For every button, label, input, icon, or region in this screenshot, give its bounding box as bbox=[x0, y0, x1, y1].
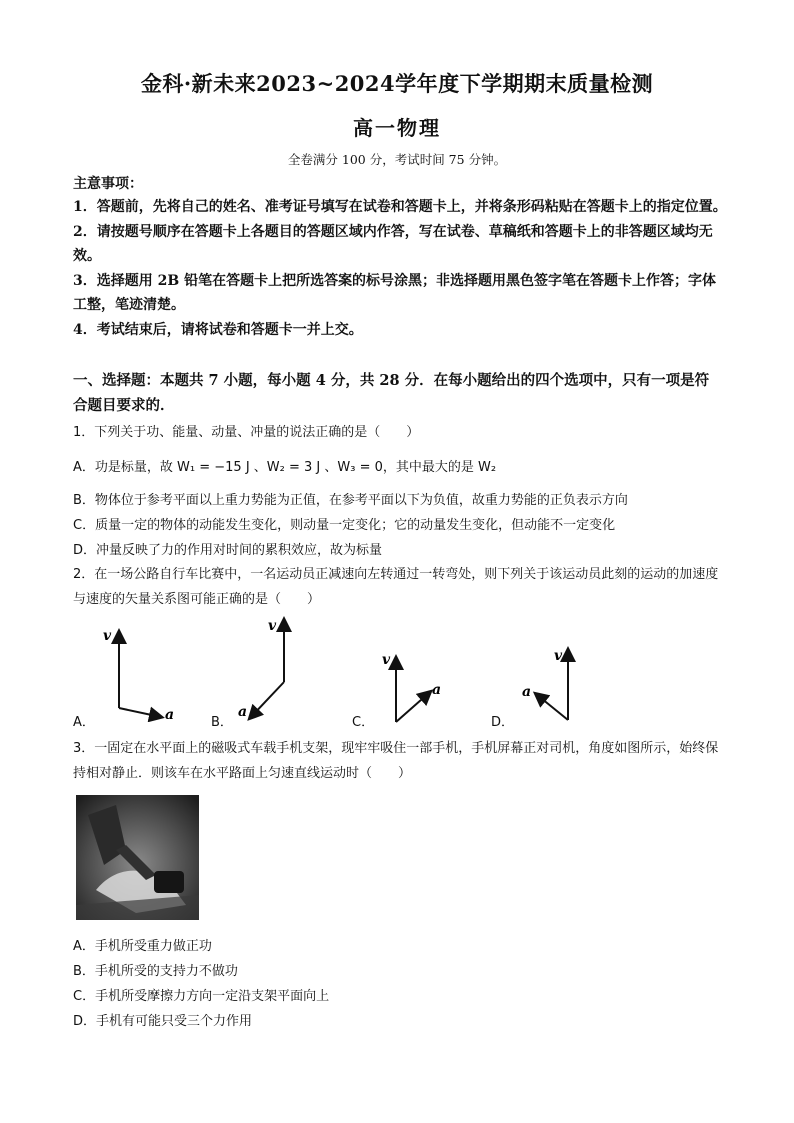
diagram-d-label: D． bbox=[491, 715, 515, 730]
holder-clamp-shape bbox=[154, 871, 184, 893]
v-label: v bbox=[554, 648, 563, 664]
note-item: 2．请按题号顺序在答题卡上各题目的答题区域内作答，写在试卷、草稿纸和答题卡上的非答题区域均无效。 bbox=[73, 223, 713, 264]
acceleration-arrow bbox=[250, 682, 284, 718]
acceleration-arrow bbox=[396, 692, 430, 722]
question-1-option-d: D．冲量反映了力的作用对时间的累积效应，故为标量 bbox=[73, 543, 383, 558]
diagram-d bbox=[510, 640, 590, 728]
notes-title: 主意事项： bbox=[73, 176, 143, 192]
note-item: 3．选择题用 2B 铅笔在答题卡上把所选答案的标号涂黑；非选择题用黑色签字笔在答题卡上作答；字体工整，笔迹清楚。 bbox=[73, 272, 717, 313]
question-1-option-c: C．质量一定的物体的动能发生变化，则动量一定变化；它的动量发生变化，但动能不一定变化 bbox=[73, 518, 616, 533]
section-heading: 一、选择题：本题共 7 小题，每小题 4 分，共 28 分．在每小题给出的四个选项中，只有一项是符合题目要求的． bbox=[73, 372, 710, 414]
question-1-option-b: B．物体位于参考平面以上重力势能为正值，在参考平面以下为负值，故重力势能的正负表示方向 bbox=[73, 493, 628, 508]
question-1-stem: 1．下列关于功、能量、动量、冲量的说法正确的是（ ） bbox=[73, 425, 420, 440]
question-3-stem: 3．一固定在水平面上的磁吸式车载手机支架，现牢牢吸住一部手机，手机屏幕正对司机，角度如图所示，始终保持相对静止．则该车在水平路面上匀速直线运动时（ ） bbox=[73, 741, 719, 781]
note-item: 1．答题前，先将自己的姓名、准考证号填写在试卷和答题卡上，并将条形码粘贴在答题卡上的指定位置。 bbox=[73, 199, 727, 215]
diagram-a-label: A． bbox=[73, 715, 95, 730]
diagram-c bbox=[372, 648, 452, 728]
question-3-option-d: D．手机有可能只受三个力作用 bbox=[73, 1014, 253, 1029]
exam-info: 全卷满分 100 分，考试时间 75 分钟。 bbox=[287, 152, 507, 167]
diagram-c-label: C． bbox=[352, 715, 375, 730]
a-label: a bbox=[432, 682, 442, 698]
v-label: v bbox=[103, 628, 112, 644]
notes-list bbox=[73, 195, 728, 342]
exam-subject: 高一物理 bbox=[353, 116, 441, 140]
exam-title: 金科·新未来2023~2024学年度下学期期末质量检测 bbox=[140, 71, 654, 96]
v-label: v bbox=[382, 652, 391, 668]
question-3-option-c: C．手机所受摩擦力方向一定沿支架平面向上 bbox=[73, 989, 330, 1004]
note-item: 4．考试结束后，请将试卷和答题卡一并上交。 bbox=[73, 321, 363, 338]
acceleration-arrow bbox=[119, 708, 161, 717]
v-label: v bbox=[268, 618, 277, 634]
diagram-a bbox=[95, 622, 185, 722]
diagram-b-label: B． bbox=[211, 715, 233, 730]
a-label: a bbox=[238, 704, 248, 720]
phone-holder-photo bbox=[76, 795, 199, 920]
question-3-option-a: A．手机所受重力做正功 bbox=[73, 939, 212, 954]
diagram-b bbox=[230, 612, 310, 722]
a-label: a bbox=[165, 707, 175, 722]
a-label: a bbox=[522, 684, 532, 700]
question-3-option-b: B．手机所受的支持力不做功 bbox=[73, 964, 238, 979]
acceleration-arrow bbox=[536, 694, 568, 720]
question-2-stem: 2．在一场公路自行车比赛中，一名运动员正减速向左转通过一转弯处，则下列关于该运动员此刻的运动的加速度与速度的矢量关系图可能正确的是（ ） bbox=[73, 567, 719, 607]
question-1-option-a: A．功是标量，故 W₁ = −15 J 、W₂ = 3 J 、W₃ = 0，其中最大的是 W₂ bbox=[73, 460, 497, 475]
